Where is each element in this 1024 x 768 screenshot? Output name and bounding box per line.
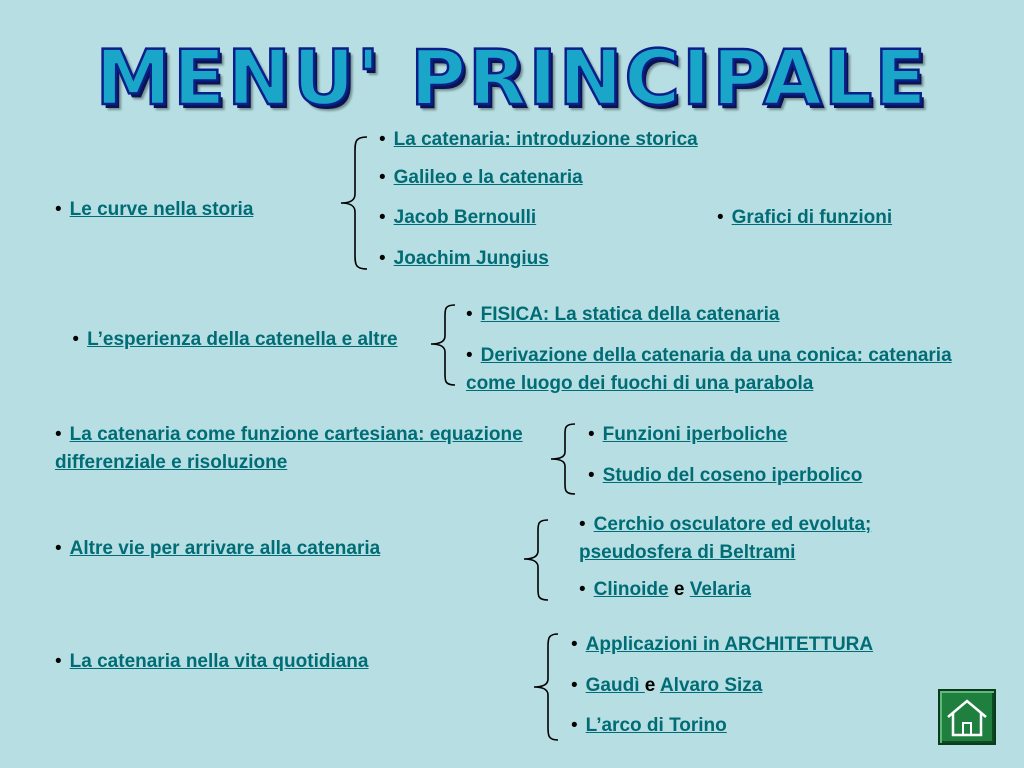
link-galileo[interactable]: Galileo e la catenaria <box>393 167 583 188</box>
bullet: • <box>55 199 62 220</box>
conjunction-text: e <box>644 675 656 696</box>
bullet: • <box>571 675 578 696</box>
link-coseno[interactable]: Studio del coseno iperbolico <box>602 465 863 486</box>
menu-item-grafici <box>717 204 892 232</box>
bullet: • <box>466 304 473 325</box>
menu-item-bernoulli <box>379 204 536 232</box>
link-cerchio[interactable]: Cerchio osculatore ed evoluta; pseudosfera di Beltrami <box>579 514 872 563</box>
page-title: MENU' PRINCIPALE <box>95 33 929 122</box>
menu-item-curve-storia <box>55 196 253 224</box>
link-torino[interactable]: L’arco di Torino <box>585 715 727 736</box>
link-gaudi[interactable]: Gaudì <box>585 675 645 696</box>
bullet: • <box>55 424 62 445</box>
menu-item-esperienza <box>60 326 410 354</box>
bullet: • <box>466 345 473 366</box>
bullet: • <box>588 424 595 445</box>
link-introduzione-storica[interactable]: La catenaria: introduzione storica <box>393 129 698 150</box>
menu-item-vita <box>55 648 368 676</box>
home-icon <box>940 691 994 743</box>
link-altre-vie[interactable]: Altre vie per arrivare alla catenaria <box>69 538 381 559</box>
menu-item-torino <box>571 712 727 740</box>
bullet: • <box>579 514 586 535</box>
link-grafici[interactable]: Grafici di funzioni <box>731 207 893 228</box>
bullet: • <box>379 167 386 188</box>
brace-esperienza <box>425 302 461 388</box>
bullet: • <box>55 538 62 559</box>
menu-item-cerchio <box>579 511 949 567</box>
link-jungius[interactable]: Joachim Jungius <box>393 248 549 269</box>
bullet: • <box>55 651 62 672</box>
menu-item-altre-vie <box>55 535 380 563</box>
link-velaria[interactable]: Velaria <box>689 579 752 600</box>
link-clinoide[interactable]: Clinoide <box>593 579 669 600</box>
menu-item-cartesiana <box>55 421 525 477</box>
menu-item-clinoide-velaria <box>579 576 751 604</box>
menu-item-statica <box>466 301 780 329</box>
link-derivazione[interactable]: Derivazione della catenaria da una conica: catenaria come luogo dei fuochi di una parabola <box>466 345 952 394</box>
link-iperboliche[interactable]: Funzioni iperboliche <box>602 424 788 445</box>
menu-item-iperboliche <box>588 421 787 449</box>
brace-cartesiana <box>545 421 581 497</box>
link-esperienza[interactable]: L’esperienza della catenella e altre <box>87 329 398 350</box>
bullet: • <box>379 248 386 269</box>
bullet: • <box>379 129 386 150</box>
link-bernoulli[interactable]: Jacob Bernoulli <box>393 207 537 228</box>
menu-item-jungius <box>379 245 549 273</box>
bullet: • <box>72 329 80 350</box>
link-curve-storia[interactable]: Le curve nella storia <box>69 199 254 220</box>
link-siza[interactable]: Alvaro Siza <box>659 675 763 696</box>
link-statica[interactable]: FISICA: La statica della catenaria <box>480 304 780 325</box>
menu-item-galileo <box>379 164 583 192</box>
menu-item-coseno <box>588 462 862 490</box>
menu-item-derivazione <box>466 342 1001 398</box>
link-vita[interactable]: La catenaria nella vita quotidiana <box>69 651 369 672</box>
bullet: • <box>571 715 578 736</box>
bullet: • <box>579 579 586 600</box>
bullet: • <box>379 207 386 228</box>
menu-item-architettura <box>571 631 873 659</box>
brace-vita <box>528 631 564 743</box>
menu-item-gaudi-siza <box>571 672 762 700</box>
menu-item-introduzione-storica <box>379 126 698 154</box>
conjunction-text: e <box>673 579 685 600</box>
brace-storia <box>335 134 375 272</box>
home-button[interactable] <box>938 689 996 745</box>
brace-altre-vie <box>518 517 554 603</box>
bullet: • <box>717 207 724 228</box>
bullet: • <box>571 634 578 655</box>
link-architettura[interactable]: Applicazioni in ARCHITETTURA <box>585 634 874 655</box>
bullet: • <box>588 465 595 486</box>
link-cartesiana[interactable]: La catenaria come funzione cartesiana: equazione differenziale e risoluzione <box>55 424 523 473</box>
